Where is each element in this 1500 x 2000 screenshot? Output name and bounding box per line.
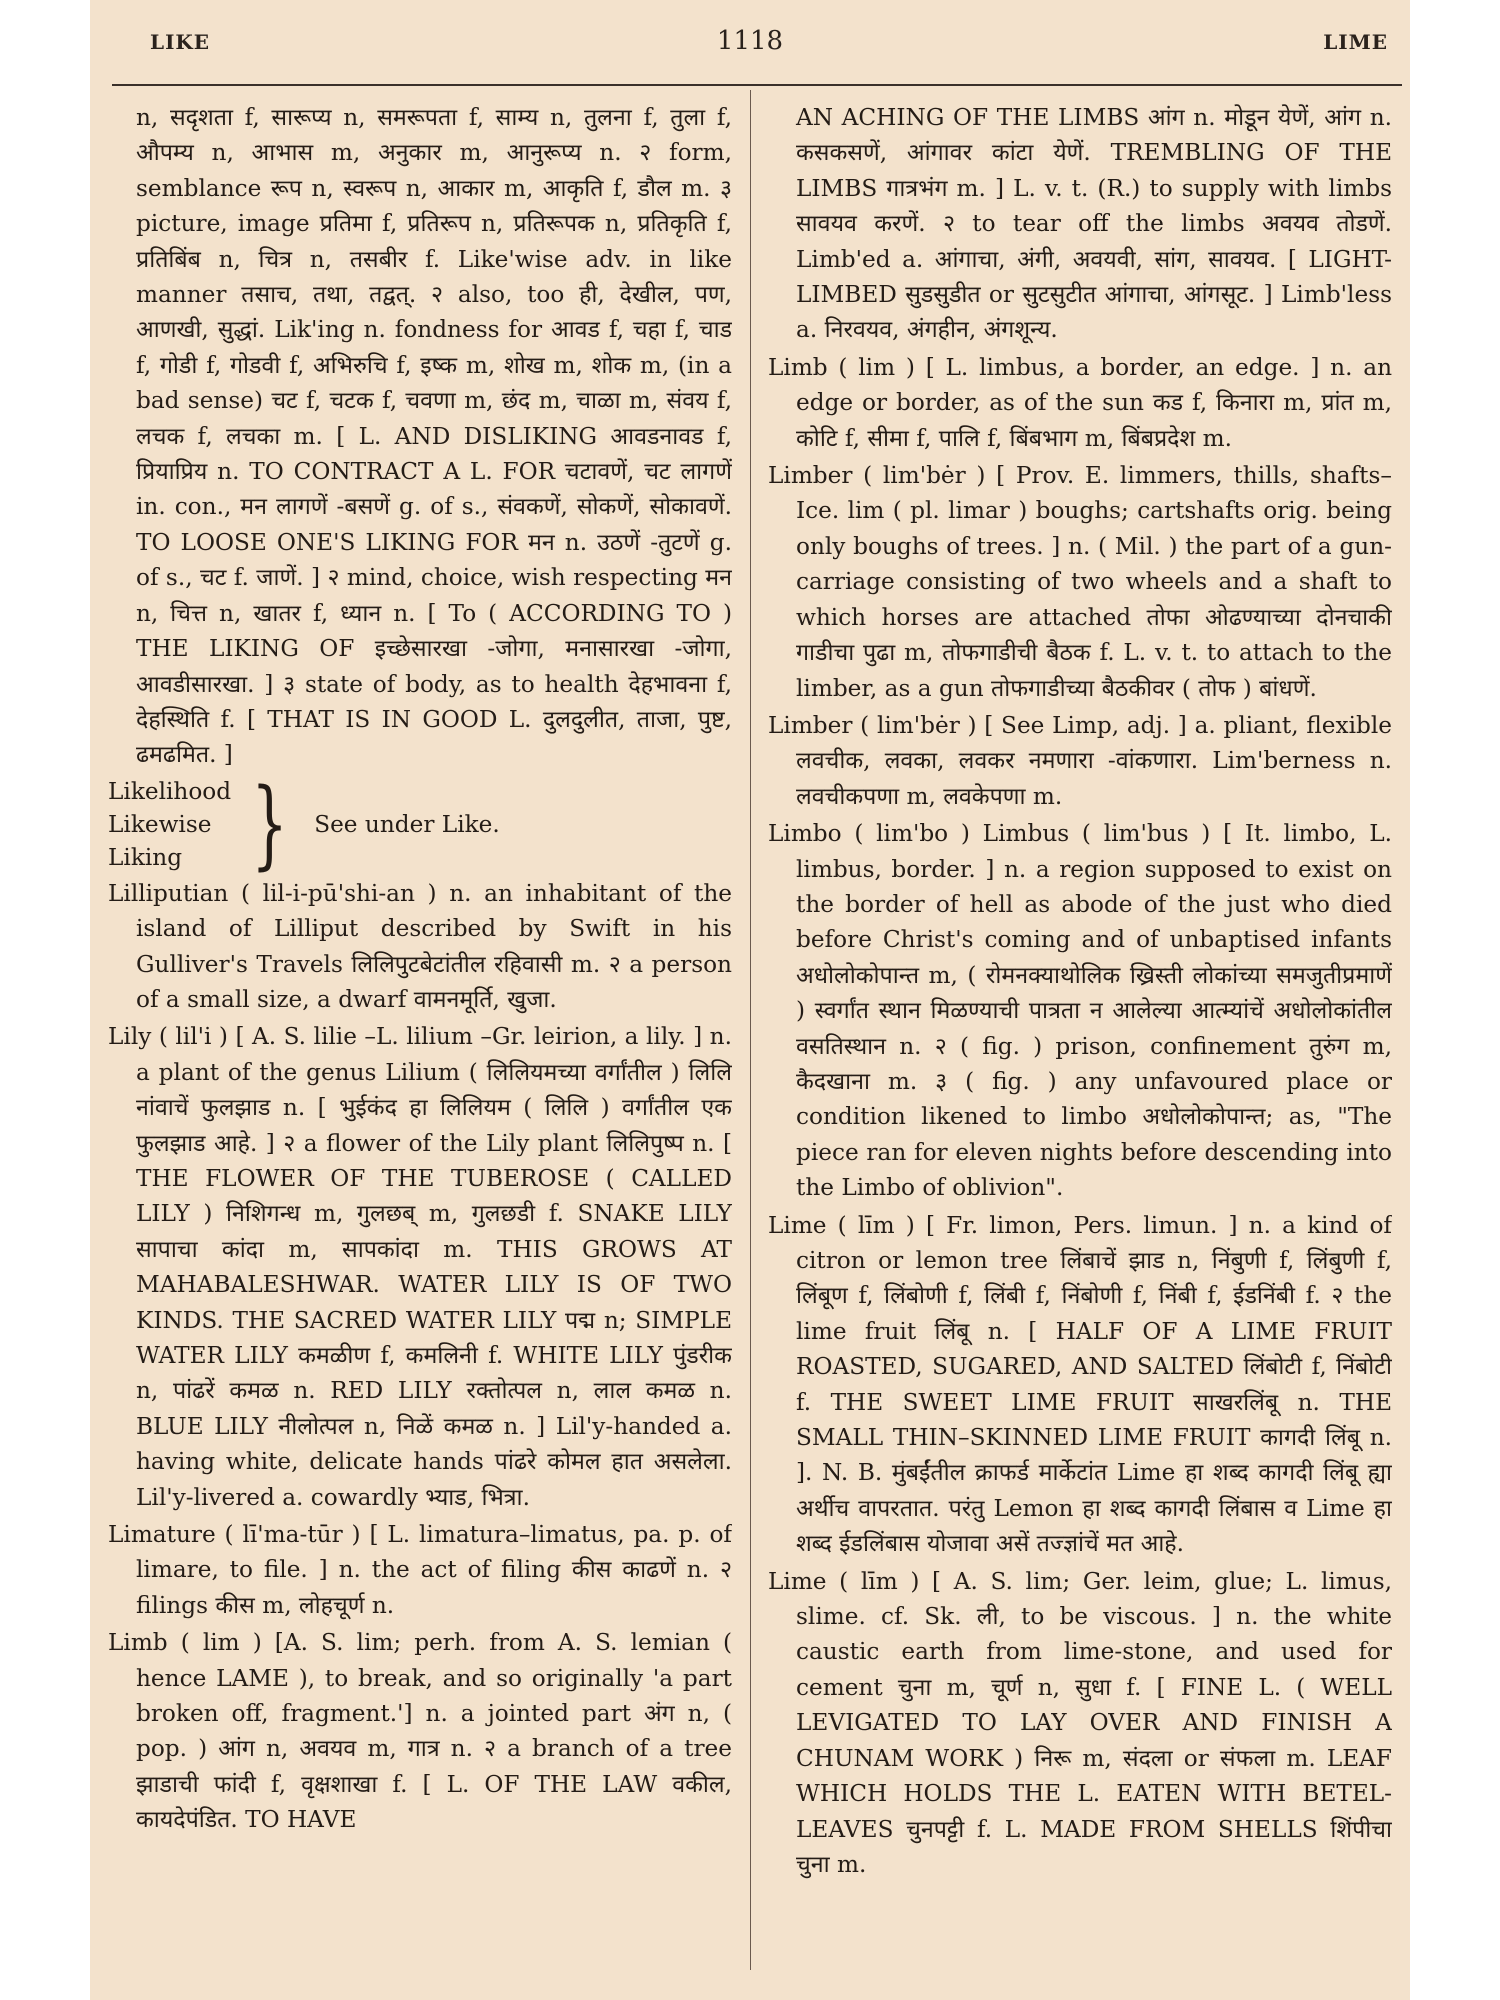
- continued-entry: AN ACHING OF THE LIMBS आंग n. मोडून येणें, आंग n. कसकसणें, आंगावर कांटा येणें. TREMBLING OF THE LIMBS गात्रभंग m. ] L. v. t. (R.) to supply with limbs सावयव करणें. २ to tear off the limbs अवयव तोडणें. Limb'ed a. आंगाचा, अंगी, अवयवी, सांग, सावयव. [ LIGHT-LIMBED सुडसुडीत or सुटसुटीत आंगाचा, आंगसूट. ] Limb'less a. निरवयव, अंगहीन, अंगशून्य.: [796, 104, 1392, 344]
- cross-reference-note: See under Like.: [314, 810, 500, 838]
- dictionary-page: [90, 0, 1410, 2000]
- dictionary-entry: Limature ( lī'ma-tūr ) [ L. limatura–limatus, pa. p. of limare, to file. ] n. the act of filing कीस काढणें n. २ filings कीस m, लोहचूर्ण n.: [108, 1521, 732, 1619]
- header-rule: [112, 84, 1402, 86]
- running-head-right: LIME: [1323, 30, 1388, 54]
- dictionary-entry: Lime ( līm ) [ A. S. lim; Ger. leim, glue; L. limus, slime. cf. Sk. ली, to be viscous. ] n. the white caustic earth from lime-stone, and used for cement चुना m, चूर्ण n, सुधा f. [ FINE L. ( WELL LEVIGATED TO LAY OVER AND FINISH A CHUNAM WORK ) निरू m, संदला or संफला m. LEAF WHICH HOLDS THE L. EATEN WITH BETEL-LEAVES चुनपट्टी f. L. MADE FROM SHELLS शिंपीचा चुना m.: [768, 1567, 1392, 1878]
- right-column: [768, 100, 1392, 1980]
- dictionary-entry: Limber ( lim'bėr ) [ Prov. E. limmers, thills, shafts–Ice. lim ( pl. limar ) boughs; cartshafts orig. being only boughs of trees. ] n. ( Mil. ) the part of a gun-carriage consisting of two wheels and a shaft to which horses are attached तोफा ओढण्याच्या दोनचाकी गाडीचा पुढा m, तोफगाडीची बैठक f. L. v. t. to attach to the limber, as a gun तोफगाडीच्या बैठकीवर ( तोफ ) बांधणें.: [768, 462, 1392, 702]
- dictionary-entry: Limb ( lim ) [ L. limbus, a border, an edge. ] n. an edge or border, as of the sun कड f, किनारा m, प्रांत m, कोटि f, सीमा f, पालि f, बिंबभाग m, बिंबप्रदेश m.: [768, 353, 1392, 452]
- running-head-left: LIKE: [150, 30, 211, 54]
- headword: Likelihood: [108, 777, 232, 805]
- see-under-group: [108, 768, 732, 881]
- headword: Liking: [108, 843, 183, 871]
- headword: Likewise: [108, 810, 212, 838]
- dictionary-entry: Lilliputian ( lil-i-pū'shi-an ) n. an inhabitant of the island of Lilliput described by Swift in his Gulliver's Travels लिलिपुटबेटांतील रहिवासी m. २ a person of a small size, a dwarf वामनमूर्ति, खुजा.: [108, 879, 732, 1013]
- dictionary-entry: Limb ( lim ) [A. S. lim; perh. from A. S. lemian ( hence LAME ), to break, and so originally 'a part broken off, fragment.'] n. a jointed part अंग n, ( pop. ) आंग n, अवयव m, गात्र n. २ a branch of a tree झाडाची फांदी f, वृक्षशाखा f. [ L. OF THE LAW वकील, कायदेपंडित. TO HAVE: [108, 1629, 732, 1834]
- dictionary-entry: Limbo ( lim'bo ) Limbus ( lim'bus ) [ It. limbo, L. limbus, border. ] n. a region supposed to exist on the border of hell as abode of the just who died before Christ's coming and of unbaptised infants अधोलोकोपान्त m, ( रोमनक्याथोलिक ख्रिस्ती लोकांच्या समजुतीप्रमाणें ) स्वर्गांत स्थान मिळण्याची पात्रता न आलेल्या आत्म्यांचें अधोलोकांतील वसतिस्थान n. २ ( fig. ) prison, confinement तुरुंग m, कैदखाना m. ३ ( fig. ) any unfavoured place or condition likened to limbo अधोलोकोपान्त; as, "The piece ran for eleven nights before descending into the Limbo of oblivion".: [768, 820, 1392, 1202]
- left-column: [108, 100, 732, 1980]
- dictionary-entry: Limber ( lim'bėr ) [ See Limp, adj. ] a. pliant, flexible लवचीक, लवका, लवकर नमणारा -वांकणारा. Lim'berness n. लवचीकपणा m, लवकेपणा m.: [768, 711, 1392, 810]
- page-number: 1118: [716, 26, 784, 56]
- column-divider: [750, 90, 751, 1970]
- brace-glyph: }: [251, 768, 288, 881]
- dictionary-entry: Lime ( līm ) [ Fr. limon, Pers. limun. ] n. a kind of citron or lemon tree लिंबाचें झाड n, निंबुणी f, लिंबुणी f, लिंबूण f, लिंबोणी f, लिंबी f, निंबोणी f, निंबी f, ईडनिंबी f. २ the lime fruit लिंबू n. [ HALF OF A LIME FRUIT ROASTED, SUGARED, AND SALTED लिंबोटी f, निंबोटी f. THE SWEET LIME FRUIT साखरलिंबू n. THE SMALL THIN–SKINNED LIME FRUIT कागदी लिंबू n. ]. N. B. मुंबईंतील क्राफर्ड मार्केटांत Lime हा शब्द कागदी लिंबू ह्या अर्थीच वापरतात. परंतु Lemon हा शब्द कागदी लिंबास व Lime हा शब्द ईडलिंबास योजावा असें तज्ज्ञांचें मत आहे.: [768, 1211, 1392, 1558]
- continued-entry: n, सदृशता f, सारूप्य n, समरूपता f, साम्य n, तुलना f, तुला f, औपम्य n, आभास m, अनुकार m, आनुरूप्य n. २ form, semblance रूप n, स्वरूप n, आकार m, आकृति f, डौल m. ३ picture, image प्रतिमा f, प्रतिरूप n, प्रतिरूपक n, प्रतिकृति f, प्रतिबिंब n, चित्र n, तसबीर f. Like'wise adv. in like manner तसाच, तथा, तद्वत्. २ also, too ही, देखील, पण, आणखी, सुद्धां. Lik'ing n. fondness for आवड f, चहा f, चाड f, गोडी f, गोडवी f, अभिरुचि f, इष्क m, शोख m, शोक m, (in a bad sense) चट f, चटक f, चवणा m, छंद m, चाळा m, संवय f, लचक f, लचका m. [ L. AND DISLIKING आवडनावड f, प्रियाप्रिय n. TO CONTRACT A L. FOR चटावणें, चट लागणें in. con., मन लागणें -बसणें g. of s., संवकणें, सोकणें, सोकावणें. TO LOOSE ONE'S LIKING FOR मन n. उठणें -तुटणें g. of s., चट f. जाणें. ] २ mind, choice, wish respecting मन n, चित्त n, खातर f, ध्यान n. [ To ( ACCORDING TO ) THE LIKING OF इच्छेसारखा -जोगा, मनासारखा -जोगा, आवडीसारखा. ] ३ state of body, as to health देहभावना f, देहस्थिति f. [ THAT IS IN GOOD L. दुलदुलीत, ताजा, पुष्ट, ढमढमित. ]: [136, 104, 732, 769]
- dictionary-entry: Lily ( lil'i ) [ A. S. lilie –L. lilium –Gr. leirion, a lily. ] n. a plant of the genus Lilium ( लिलियमच्या वर्गांतील ) लिलि नांवाचें फुलझाड n. [ भुईकंद हा लिलियम ( लिलि ) वर्गांतील एक फुलझाड आहे. ] २ a flower of the Lily plant लिलिपुष्प n. [ THE FLOWER OF THE TUBEROSE ( CALLED LILY ) निशिगन्ध m, गुलछब् m, गुलछडी f. SNAKE LILY सापाचा कांदा m, सापकांदा m. THIS GROWS AT MAHABALESHWAR. WATER LILY IS OF TWO KINDS. THE SACRED WATER LILY पद्म n; SIMPLE WATER LILY कमळीण f, कमलिनी f. WHITE LILY पुंडरीक n, पांढरें कमळ n. RED LILY रक्तोत्पल n, लाल कमळ n. BLUE LILY नीलोत्पल n, निळें कमळ n. ] Lil'y-handed a. having white, delicate hands पांढरे कोमल हात असलेला. Lil'y-livered a. cowardly भ्याड, भित्रा.: [108, 1023, 732, 1511]
